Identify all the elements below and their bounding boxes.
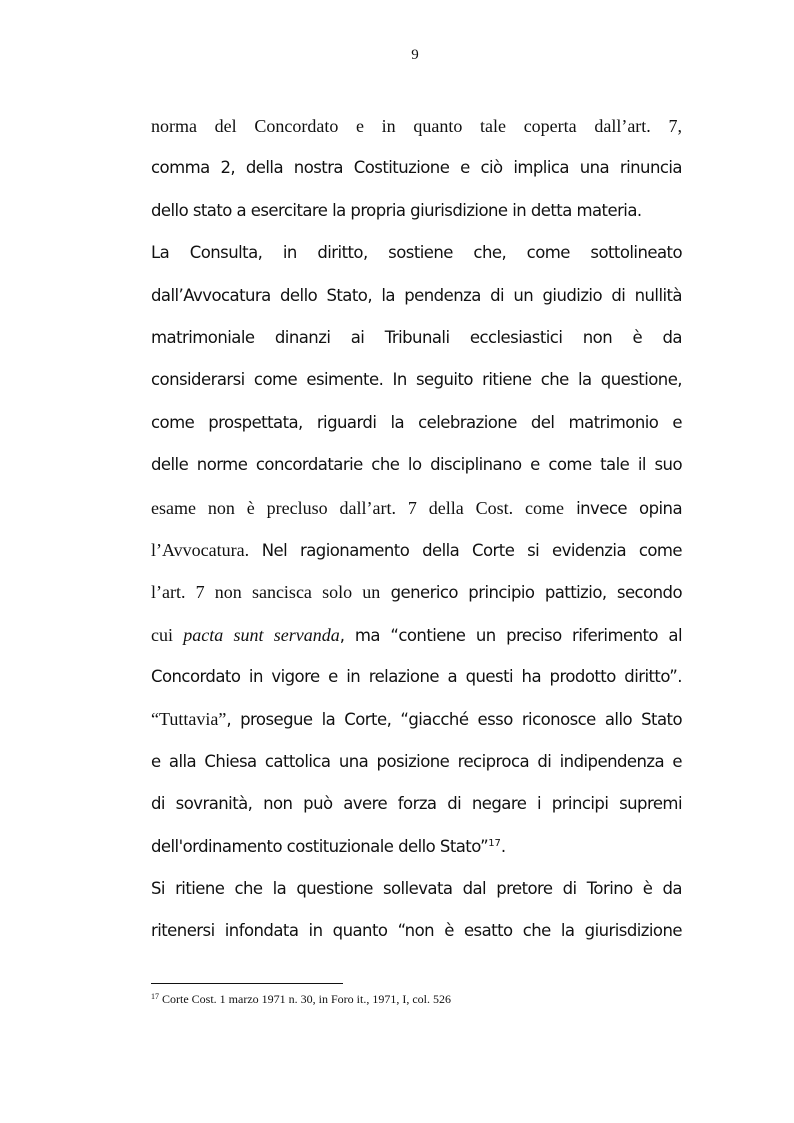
text-line: dello stato a esercitare la propria giurisdizione in detta materia. (151, 200, 642, 220)
italic-phrase: pacta sunt servanda (183, 624, 340, 645)
text-line: Si ritiene che la questione sollevata dal pretore di Torino è da (151, 879, 682, 899)
text-segment: l’art. 7 non sancisca solo un (151, 582, 381, 603)
text-line (151, 529, 682, 571)
text-line: matrimoniale dinanzi ai Tribunali ecclesiastici non è da (151, 327, 682, 347)
text-line: Concordato in vigore e in relazione a questi ha prodotto diritto”. (151, 667, 682, 687)
text-line: La Consulta, in diritto, sostiene che, come sottolineato (151, 243, 682, 263)
text-segment: dell'ordinamento costituzionale dello Stato” (151, 836, 489, 856)
text-segment: “Tuttavia” (151, 709, 227, 730)
text-line: di sovranità, non può avere forza di negare i principi supremi (151, 794, 682, 814)
text-line: e alla Chiesa cattolica una posizione reciproca di indipendenza e (151, 751, 682, 771)
body-text (151, 105, 682, 953)
footnote (151, 992, 451, 1007)
footnote-divider (151, 983, 343, 984)
text-segment: Nel ragionamento della Corte si evidenzia come (261, 540, 683, 560)
footnote-text: Corte Cost. 1 marzo 1971 n. 30, in Foro it., 1971, I, col. 526 (159, 992, 451, 1006)
text-line (151, 105, 682, 147)
text-line (151, 698, 682, 740)
text-line: come prospettata, riguardi la celebrazione del matrimonio e (151, 412, 682, 432)
text-line (151, 826, 682, 868)
text-segment: cui (151, 624, 184, 645)
text-segment: norma del Concordato e in quanto tale coperta dall’art. 7, (151, 116, 682, 136)
footnote-reference: 17 (488, 837, 501, 849)
text-segment: , prosegue la Corte, “giacché esso riconosce allo Stato (226, 710, 682, 730)
text-segment: generico principio pattizio, secondo (380, 583, 682, 603)
text-line: considerarsi come esimente. In seguito ritiene che la questione, (151, 370, 682, 390)
text-line: ritenersi infondata in quanto “non è esatto che la giurisdizione (151, 921, 682, 941)
text-line (151, 571, 682, 613)
text-segment: . (500, 836, 506, 856)
text-line: delle norme concordatarie che lo disciplinano e come tale il suo (151, 455, 682, 475)
text-segment: esame non è precluso dall’art. 7 della Cost. come (151, 497, 564, 518)
text-segment: invece opina (563, 498, 682, 518)
text-segment: , ma “contiene un preciso riferimento al (339, 625, 682, 645)
text-line (151, 614, 682, 656)
text-line (151, 487, 682, 529)
footnote-mark: 17 (151, 992, 159, 1001)
text-segment: l’Avvocatura. (151, 539, 262, 560)
text-line: comma 2, della nostra Costituzione e ciò implica una rinuncia (151, 158, 682, 178)
text-line: dall’Avvocatura dello Stato, la pendenza di un giudizio di nullità (151, 285, 682, 305)
page-number: 9 (411, 47, 419, 63)
